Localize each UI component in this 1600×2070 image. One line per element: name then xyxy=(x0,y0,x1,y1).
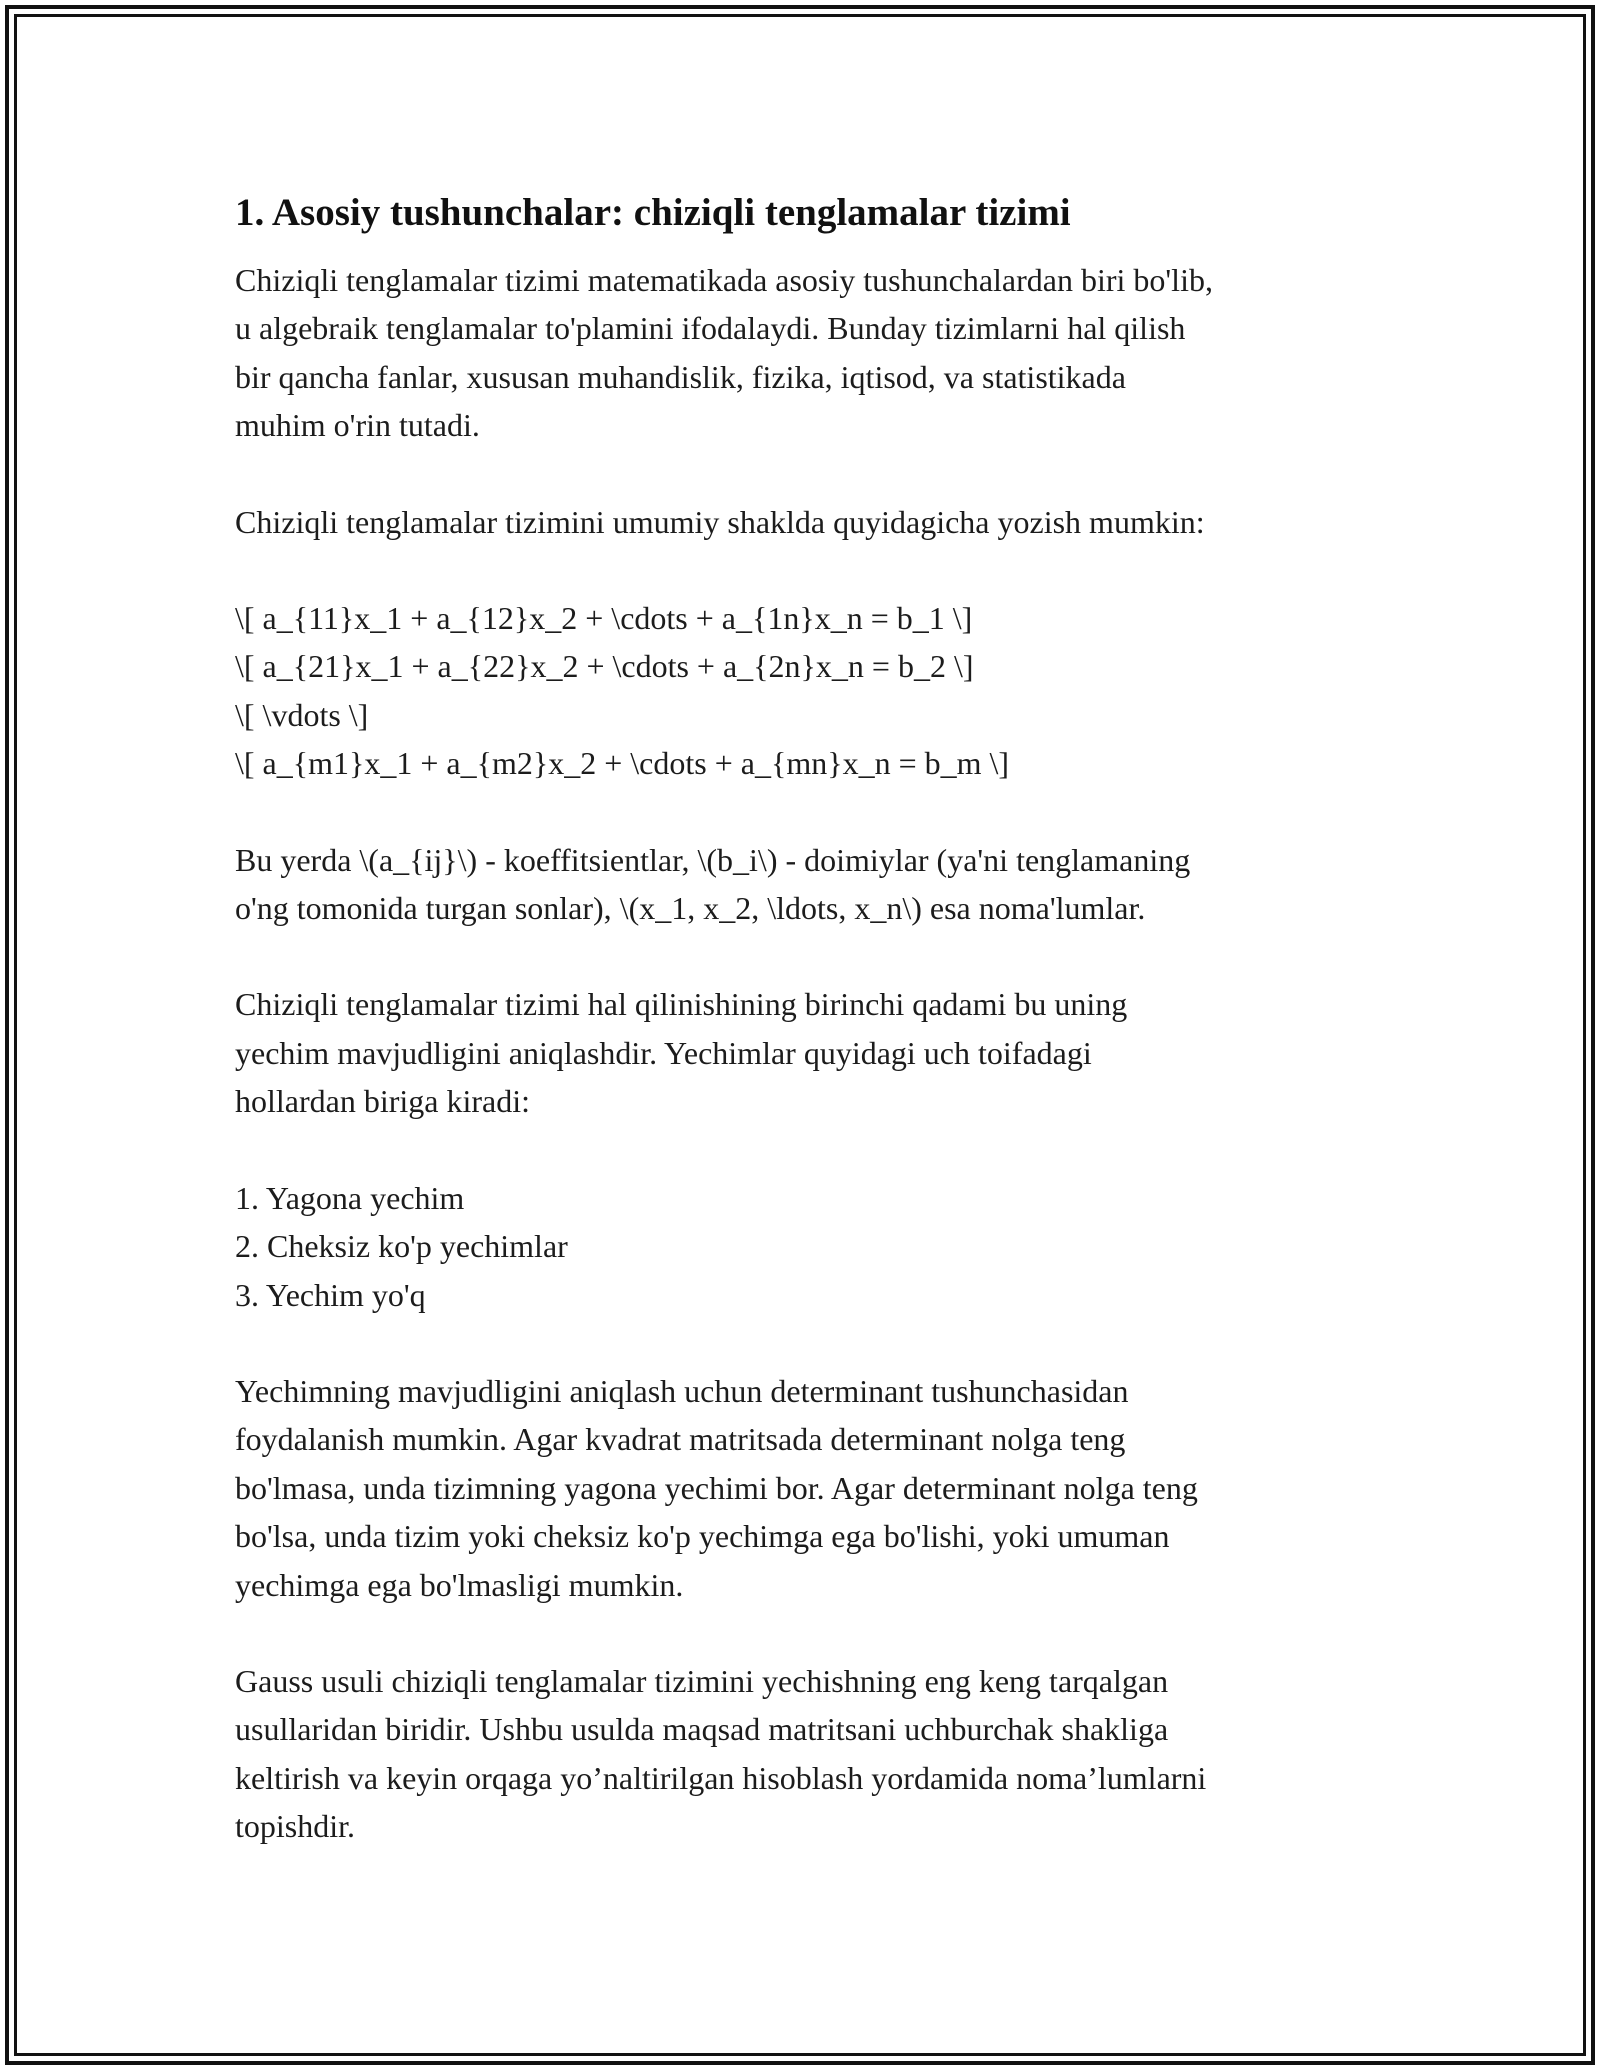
equation-line: \[ a_{m1}x_1 + a_{m2}x_2 + \cdots + a_{mn}x_n = b_m \] xyxy=(235,745,1010,782)
equation-line: \[ \vdots \] xyxy=(235,696,369,733)
list-item: 3. Yechim yo'q xyxy=(235,1276,426,1313)
equation-line: \[ a_{11}x_1 + a_{12}x_2 + \cdots + a_{1n}x_n = b_1 \] xyxy=(235,600,973,637)
equation-line: \[ a_{21}x_1 + a_{22}x_2 + \cdots + a_{2n}x_n = b_2 \] xyxy=(235,648,974,685)
notation-paragraph: Bu yerda \(a_{ij}\) - koeffitsientlar, \(b_i\) - doimiylar (ya'ni tenglamaning o'ng tomonida turgan sonlar), \(x_1, x_2, \ldots, x_n\) esa noma'lumlar. xyxy=(235,841,1191,927)
list-item: 1. Yagona yechim xyxy=(235,1179,465,1216)
determinant-paragraph: Yechimning mavjudligini aniqlash uchun determinant tushunchasidan foydalanish mumkin. Agar kvadrat matritsada determinant nolga teng bo'lmasa, unda tizimning yagona yechimi bor. Agar determinant nolga teng bo'lsa, unda tizim yoki cheksiz ko'p yechimga ega bo'lishi, yoki umuman yechimga ega bo'lmasligi mumkin. xyxy=(235,1372,1198,1603)
general-form-paragraph: Chiziqli tenglamalar tizimini umumiy shaklda quyidagicha yozish mumkin: xyxy=(235,503,1205,540)
equation-system xyxy=(235,594,1385,788)
spacer xyxy=(235,450,1385,498)
spacer xyxy=(235,1319,1385,1367)
spacer xyxy=(235,1609,1385,1657)
solution-cases-list xyxy=(235,1174,1385,1319)
spacer xyxy=(235,546,1385,594)
spacer xyxy=(235,788,1385,836)
first-step-paragraph: Chiziqli tenglamalar tizimi hal qilinishining birinchi qadami bu uning yechim mavjudligini aniqlashdir. Yechimlar quyidagi uch toifadagi hollardan biriga kiradi: xyxy=(235,986,1128,1120)
document-body xyxy=(235,188,1385,1851)
section-heading: 1. Asosiy tushunchalar: chiziqli tenglamalar tizimi xyxy=(235,191,1071,234)
spacer xyxy=(235,932,1385,980)
spacer xyxy=(235,1126,1385,1174)
intro-paragraph: Chiziqli tenglamalar tizimi matematikada asosiy tushunchalardan biri bo'lib, u algebraik tenglamalar to'plamini ifodalaydi. Bunday tizimlarni hal qilish bir qancha fanlar, xususan muhandislik, fizika, iqtisod, va statistikada muhim o'rin tutadi. xyxy=(235,262,1213,444)
gauss-paragraph: Gauss usuli chiziqli tenglamalar tizimini yechishning eng keng tarqalgan usullaridan biridir. Ushbu usulda maqsad matritsani uchburchak shakliga keltirish va keyin orqaga yo’naltirilgan hisoblash yordamida noma’lumlarni topishdir. xyxy=(235,1662,1207,1845)
list-item: 2. Cheksiz ko'p yechimlar xyxy=(235,1228,568,1265)
